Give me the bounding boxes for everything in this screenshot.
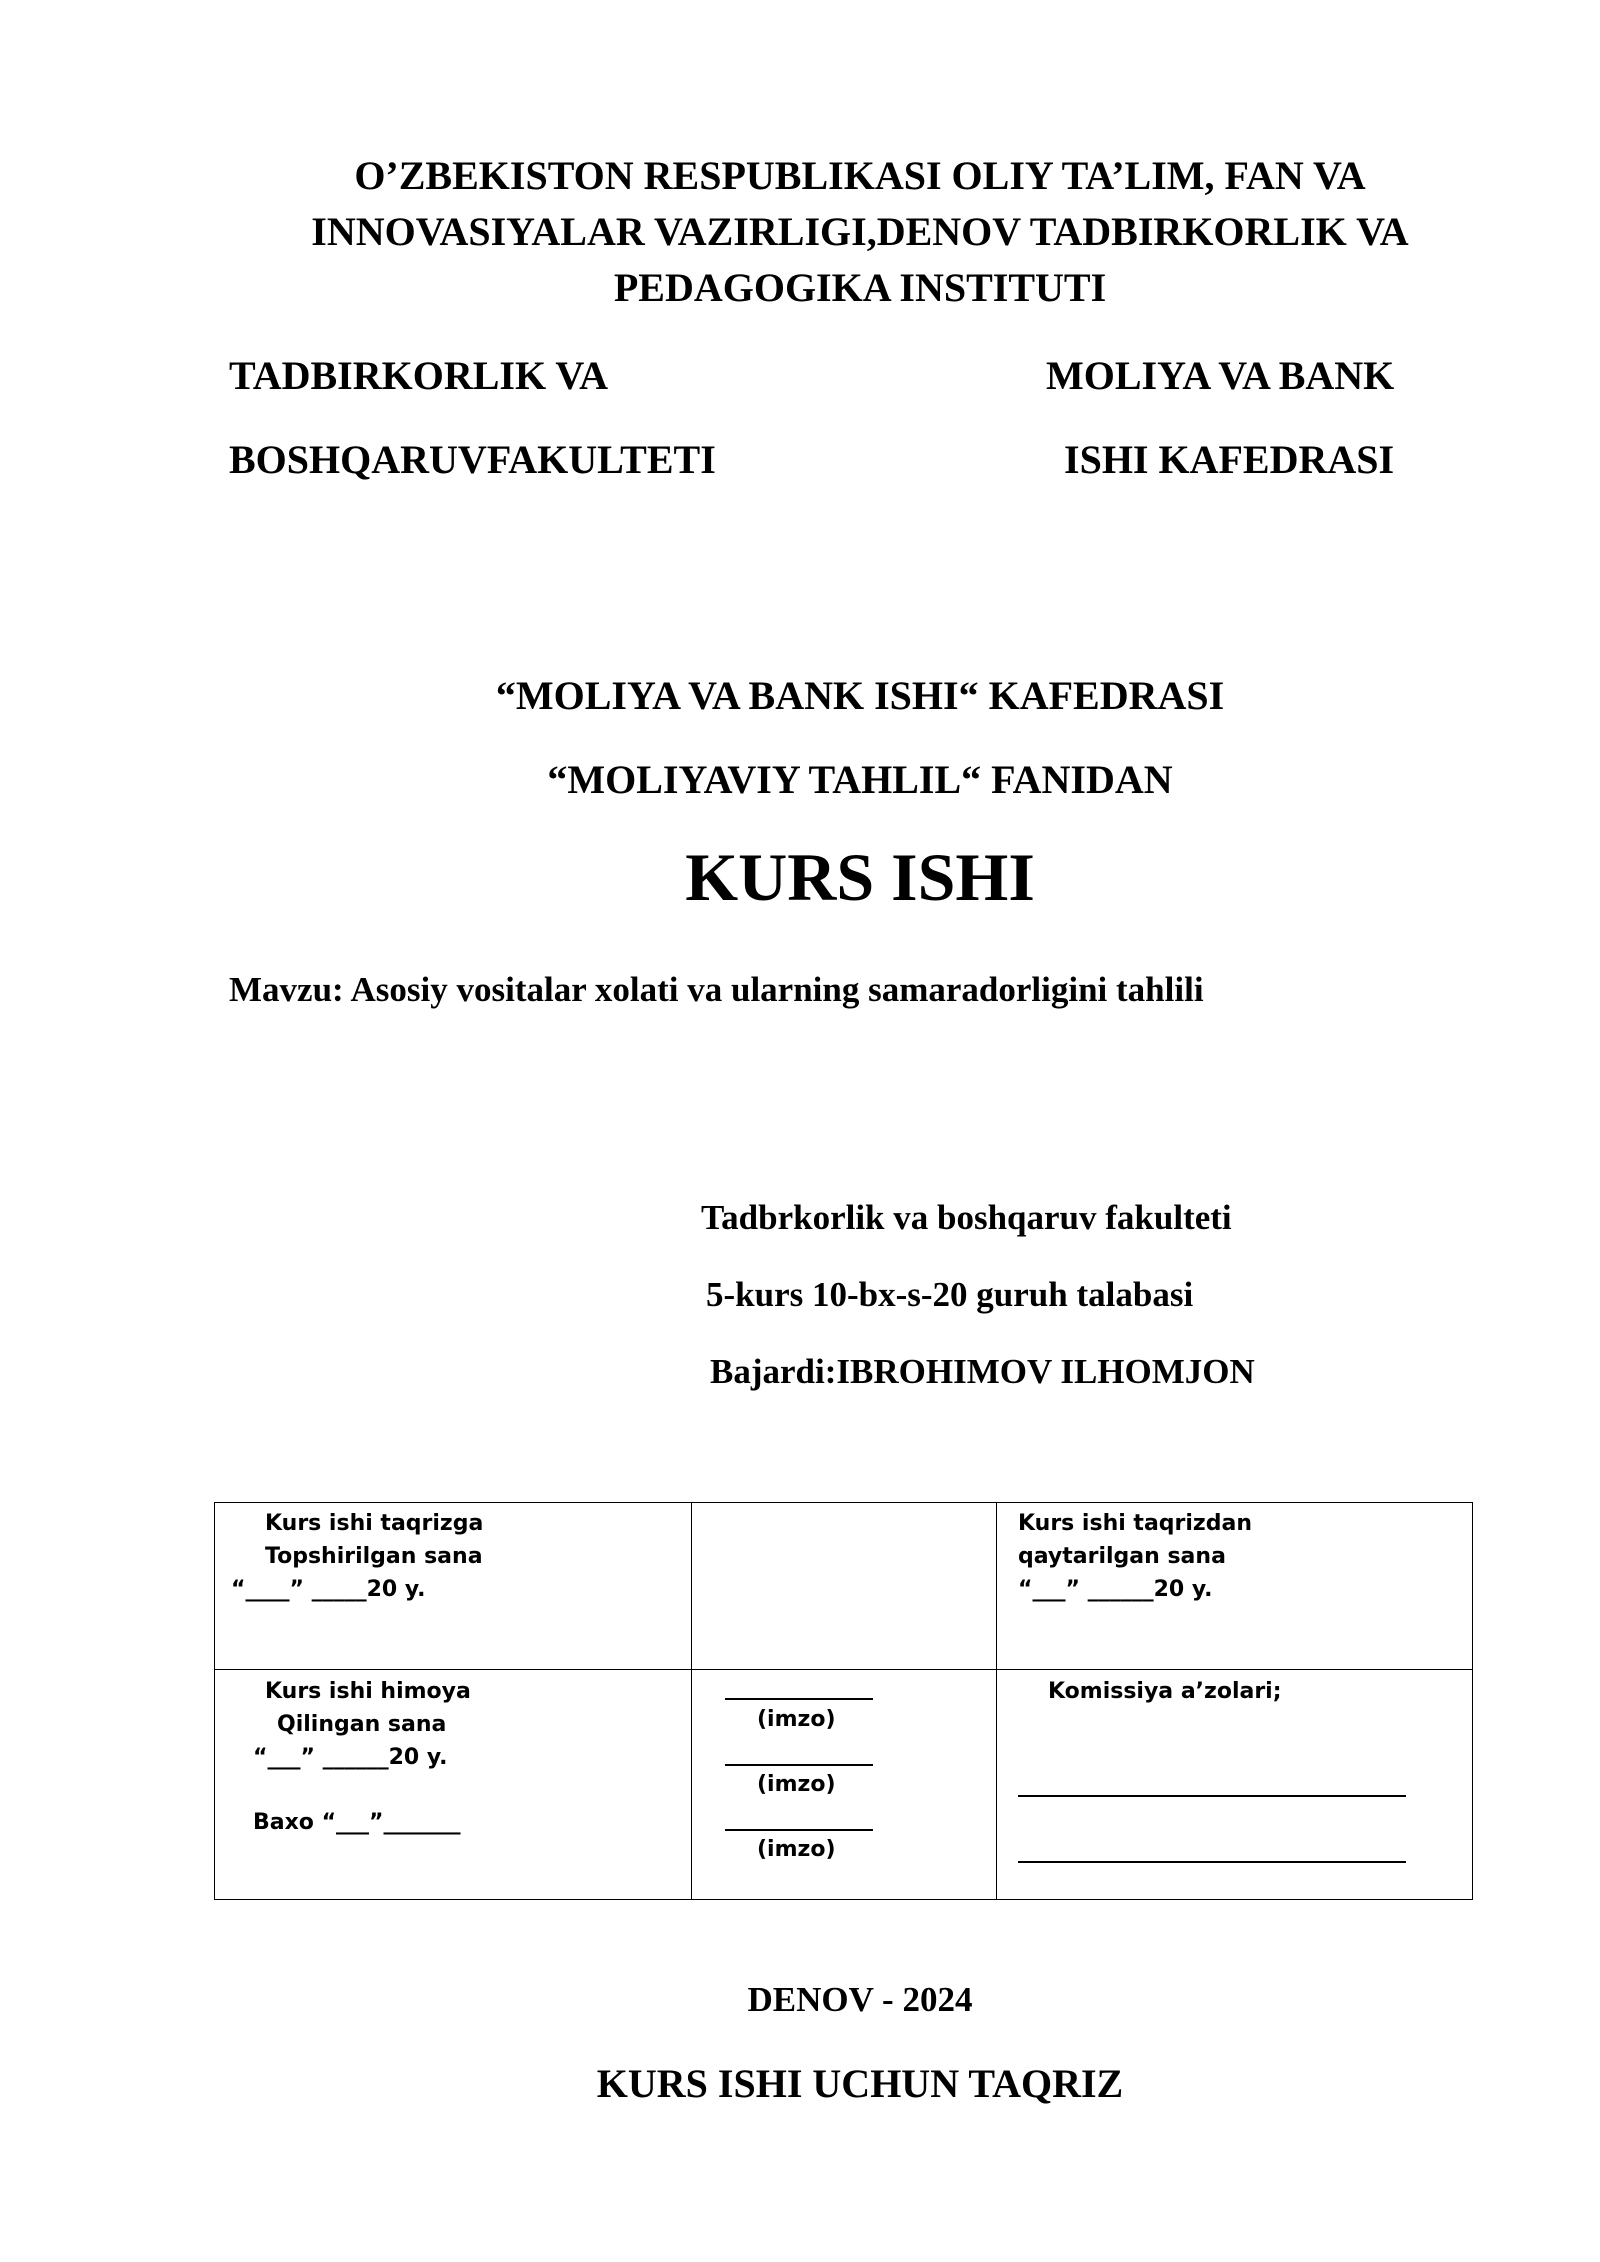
signature-line [725,1764,873,1766]
document-type-title: KURS ISHI [685,839,1035,915]
kafedra-title: “MOLIYA VA BANK ISHI“ KAFEDRASI [495,673,1225,718]
review-table [214,1502,1473,1900]
defended-label-2: Qilingan sana [277,1712,447,1737]
submitted-label-1: Kurs ishi taqrizga [265,1511,484,1536]
signature-label: (imzo) [757,1707,836,1732]
subject-title: “MOLIYAVIY TAHLIL“ FANIDAN [547,757,1173,802]
signature-line [725,1829,873,1831]
signature-label: (imzo) [757,1837,836,1862]
signature-line [725,1698,873,1700]
ministry-header [200,148,1520,316]
ministry-line-3: PEDAGOGIKA INSTITUTI [613,265,1107,310]
table-divider [215,1669,1472,1670]
defended-date: “___” ______20 y. [253,1745,448,1770]
grade-field: Baxo “___”_______ [253,1810,461,1835]
returned-label-2: qaytarilgan sana [1018,1544,1226,1569]
student-faculty: Tadbrkorlik va boshqaruv fakulteti [701,1198,1232,1237]
review-title: KURS ISHI UCHUN TAQRIZ [596,2061,1124,2106]
ministry-line-2: INNOVASIYALAR VAZIRLIGI,DENOV TADBIRKORLIK VA [311,209,1409,254]
returned-label-1: Kurs ishi taqrizdan [1018,1511,1252,1536]
submitted-date: “____” _____20 y. [231,1577,426,1602]
place-year: DENOV - 2024 [747,1980,973,2019]
faculty-line-1: TADBIRKORLIK VA [229,353,608,398]
signature-label: (imzo) [757,1772,836,1797]
table-divider [691,1503,692,1899]
faculty-line-2: BOSHQARUVFAKULTETI [229,437,716,482]
student-group: 5-kurs 10-bx-s-20 guruh talabasi [706,1275,1194,1314]
commission-label: Komissiya a’zolari; [1048,1679,1282,1704]
submitted-label-2: Topshirilgan sana [265,1544,483,1569]
commission-member-line [1018,1795,1406,1797]
ministry-line-1: O’ZBEKISTON RESPUBLIKASI OLIY TA’LIM, FAN VA [354,153,1366,198]
department-line-2: ISHI KAFEDRASI [1064,437,1395,482]
commission-member-line [1018,1861,1406,1863]
defended-label-1: Kurs ishi himoya [265,1679,471,1704]
topic-line: Mavzu: Asosiy vositalar xolati va ularning samaradorligini tahlili [229,970,1204,1009]
returned-date: “___” ______20 y. [1018,1577,1213,1602]
student-performer: Bajardi:IBROHIMOV ILHOMJON [710,1352,1255,1391]
table-divider [996,1503,997,1899]
department-line-1: MOLIYA VA BANK [1046,353,1395,398]
